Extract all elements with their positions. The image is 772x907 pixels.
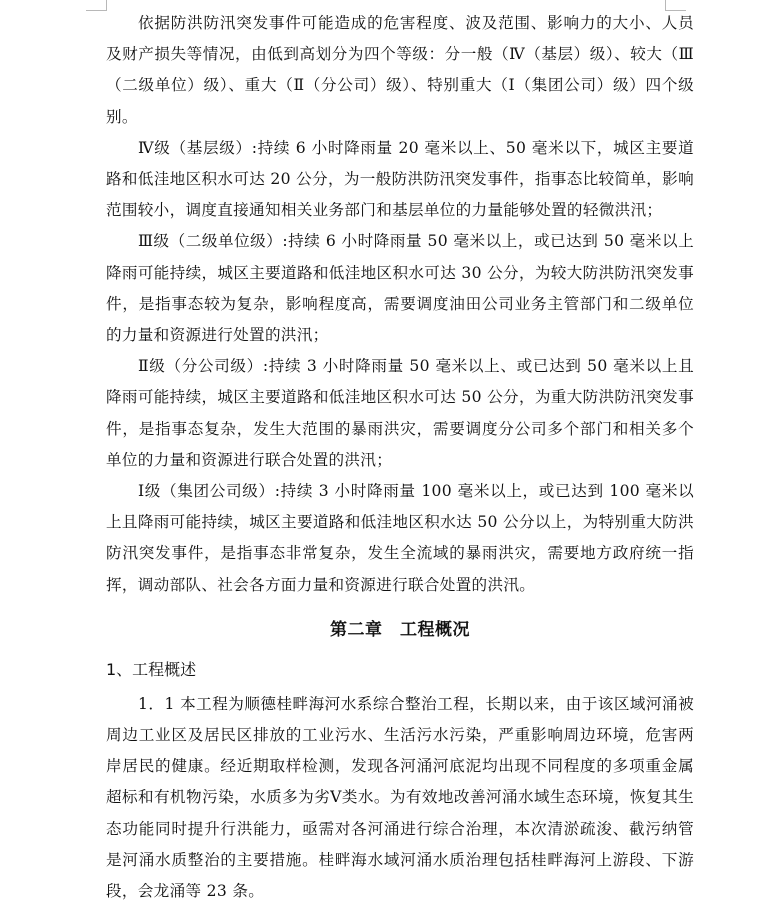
overview-paragraph: 1．1 本工程为顺德桂畔海河水系综合整治工程，长期以来，由于该区域河涌被周边工业区及居民区排放的工业污水、生活污水污染，严重影响周边环境，危害两岸居民的健康。经近期取样检测，发现各河涌河底泥均出现不同程度的多项重金属超标和有机物污染，水质多为劣Ⅴ类水。为有效地改善河涌水域生态环境，恢复其生态功能同时提升行洪能力，亟需对各河涌进行综合治理，本次清淤疏浚、截污纳管是河涌水质整治的主要措施。桂畔海水域河涌水质治理包括桂畔海河上游段、下游段，会龙涌等 23 条。 xyxy=(106,694,694,901)
page-corner-mark-left xyxy=(86,0,107,11)
level-1-paragraph: Ⅰ级（集团公司级）:持续 3 小时降雨量 100 毫米以上，或已达到 100 毫米以上且降雨可能持续，城区主要道路和低洼地区积水达 50 公分以上，为特别重大防洪防汛突发事件，是指事态非常复杂，发生全流域的暴雨洪灾，需要地方政府统一指挥，调动部队、社会各方面力量和资源进行联合处置的洪汛。 xyxy=(106,482,694,594)
intro-paragraph: 依据防洪防汛突发事件可能造成的危害程度、波及范围、影响力的大小、人员及财产损失等情况，由低到高划分为四个等级：分一般（Ⅳ（基层）级）、较大（Ⅲ（二级单位）级）、重大（Ⅱ（分公司）级）、特别重大（Ⅰ（集团公司）级）四个级别。 xyxy=(106,14,694,126)
section-heading: 1、工程概述 xyxy=(106,659,197,679)
level-3-paragraph: Ⅲ级（二级单位级）:持续 6 小时降雨量 50 毫米以上，或已达到 50 毫米以上降雨可能持续，城区主要道路和低洼地区积水可达 30 公分，为较大防洪防汛突发事件，是指事态较为复杂，影响程度高，需要调度油田公司业务主管部门和二级单位的力量和资源进行处置的洪汛； xyxy=(106,232,694,345)
level-4-paragraph: Ⅳ级（基层级）:持续 6 小时降雨量 20 毫米以上、50 毫米以下，城区主要道路和低洼地区积水可达 20 公分，为一般防洪防汛突发事件，指事态比较简单，影响范围较小，调度直接通知相关业务部门和基层单位的力量能够处置的轻微洪汛； xyxy=(106,138,694,220)
document-page xyxy=(106,8,694,907)
level-2-paragraph: Ⅱ级（分公司级）:持续 3 小时降雨量 50 毫米以上、或已达到 50 毫米以上且降雨可能持续，城区主要道路和低洼地区积水可达 50 公分，为重大防洪防汛突发事件，是指事态复杂，发生大范围的暴雨洪灾，需要调度分公司多个部门和相关多个单位的力量和资源进行联合处置的洪汛； xyxy=(106,357,694,469)
chapter-heading: 第二章 工程概况 xyxy=(330,619,470,640)
